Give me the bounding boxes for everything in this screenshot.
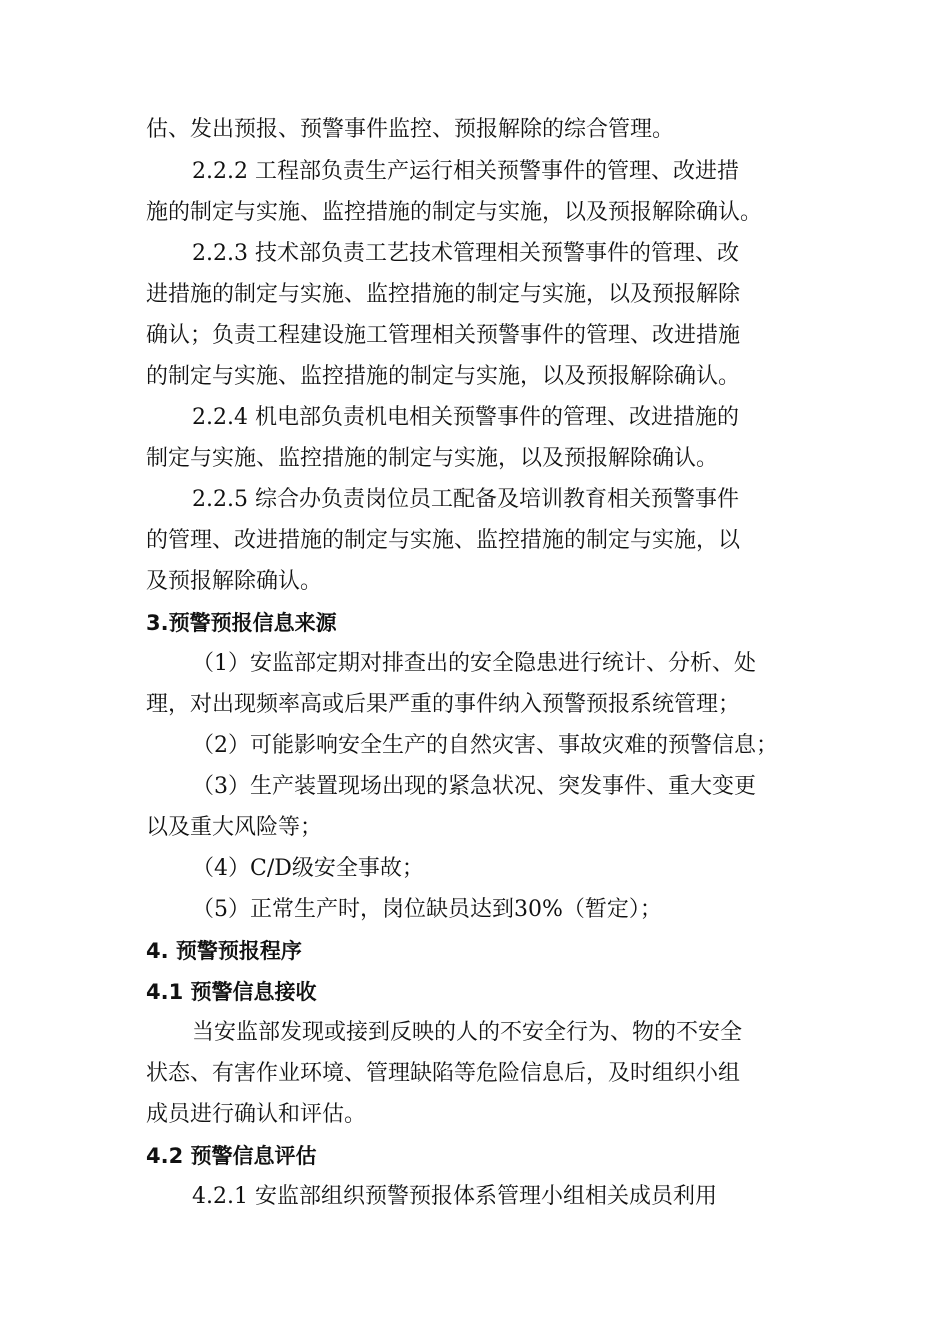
paragraph-line: 2.2.3 技术部负责工艺技术管理相关预警事件的管理、改: [192, 241, 739, 266]
paragraph-line: 制定与实施、监控措施的制定与实施，以及预报解除确认。: [146, 446, 719, 471]
section-heading: 4. 预警预报程序: [146, 939, 302, 963]
paragraph-line: 的管理、改进措施的制定与实施、监控措施的制定与实施，以: [146, 528, 741, 553]
paragraph-line: 施的制定与实施、监控措施的制定与实施，以及预报解除确认。: [146, 200, 763, 225]
paragraph-line: 进措施的制定与实施、监控措施的制定与实施，以及预报解除: [146, 282, 741, 307]
list-item-line: 以及重大风险等；: [146, 815, 323, 840]
list-item-line: （5）正常生产时，岗位缺员达到30%（暂定）；: [192, 897, 662, 922]
paragraph-line: 4.2.1 安监部组织预警预报体系管理小组相关成员利用: [192, 1184, 717, 1209]
paragraph-line: 2.2.2 工程部负责生产运行相关预警事件的管理、改进措: [192, 159, 739, 184]
section-heading: 3.预警预报信息来源: [146, 611, 337, 635]
paragraph-line: 2.2.5 综合办负责岗位员工配备及培训教育相关预警事件: [192, 487, 739, 512]
paragraph-line: 确认；负责工程建设施工管理相关预警事件的管理、改进措施: [146, 323, 741, 348]
list-item-line: （4）C/D级安全事故；: [192, 856, 424, 881]
paragraph-line: 状态、有害作业环境、管理缺陷等危险信息后，及时组织小组: [146, 1061, 741, 1086]
subsection-heading: 4.2 预警信息评估: [146, 1144, 317, 1168]
paragraph-line: 2.2.4 机电部负责机电相关预警事件的管理、改进措施的: [192, 405, 739, 430]
paragraph-line: 及预报解除确认。: [146, 569, 323, 594]
paragraph-line: 的制定与实施、监控措施的制定与实施，以及预报解除确认。: [146, 364, 741, 389]
paragraph-line: 当安监部发现或接到反映的人的不安全行为、物的不安全: [192, 1020, 743, 1045]
subsection-heading: 4.1 预警信息接收: [146, 980, 317, 1004]
paragraph-line: 成员进行确认和评估。: [146, 1102, 367, 1127]
list-item-line: （1）安监部定期对排查出的安全隐患进行统计、分析、处: [192, 651, 756, 676]
paragraph-line: 估、发出预报、预警事件监控、预报解除的综合管理。: [146, 117, 675, 142]
list-item-line: （3）生产装置现场出现的紧急状况、突发事件、重大变更: [192, 774, 756, 799]
list-item-line: 理，对出现频率高或后果严重的事件纳入预警预报系统管理；: [146, 692, 741, 717]
list-item-line: （2）可能影响安全生产的自然灾害、事故灾难的预警信息；: [192, 733, 778, 758]
